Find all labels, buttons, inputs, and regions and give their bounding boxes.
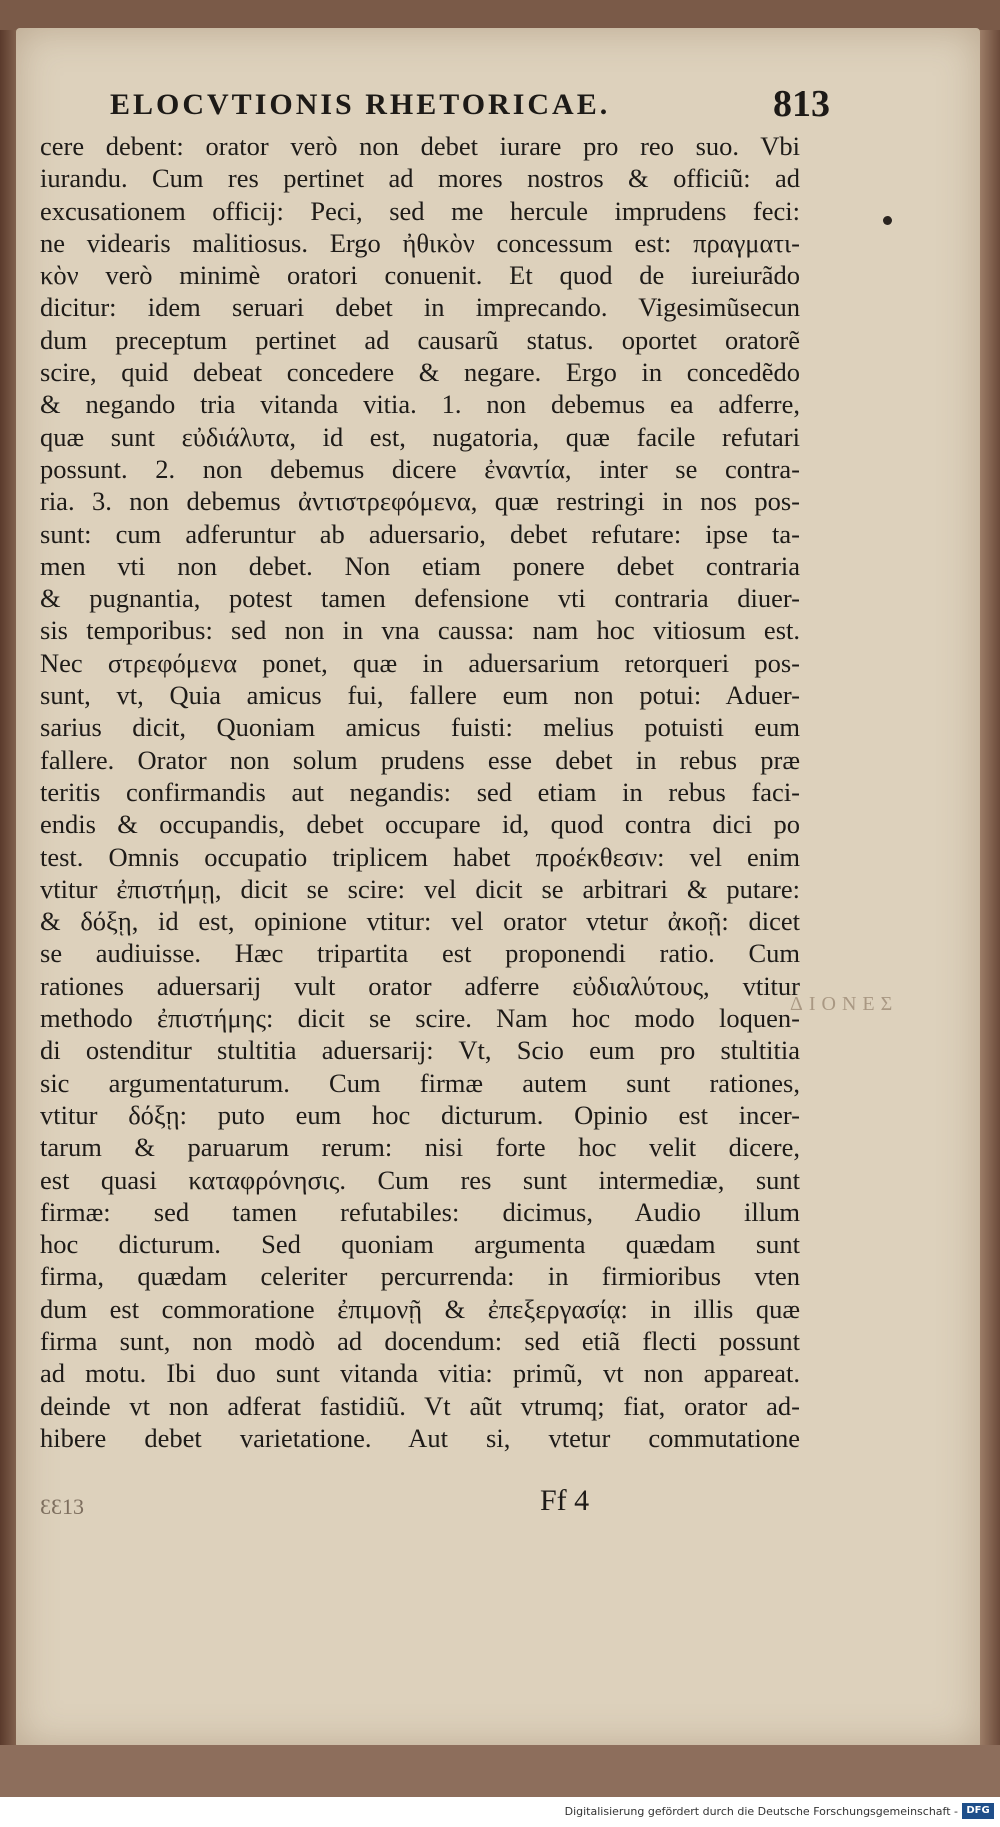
text-line: sic argumentaturum. Cum firmæ autem sunt rationes, [40, 1067, 800, 1098]
text-line: dicitur: idem seruari debet in imprecando. Vigesimũsecun [40, 292, 800, 323]
text-line: possunt. 2. non debemus dicere ἐναντία, inter se contra- [40, 453, 800, 484]
text-line: se audiuisse. Hæc tripartita est proponendi ratio. Cum [40, 938, 800, 969]
text-line: firma, quædam celeriter percurrenda: in firmioribus vten [40, 1261, 800, 1292]
text-line: excusationem officij: Peci, sed me hercule imprudens feci: [40, 195, 800, 226]
text-line: sarius dicit, Quoniam amicus fuisti: melius potuisti eum [40, 712, 800, 743]
text-line: vtitur δόξῃ: puto eum hoc dicturum. Opinio est incer- [40, 1099, 800, 1130]
bleed-through-text: ΔΙΟΝΕΣ [790, 993, 899, 1015]
text-line: quæ sunt εὐδιάλυτα, id est, nugatoria, quæ facile refutari [40, 421, 800, 452]
body-text [40, 130, 800, 1454]
credit-text: Digitalisierung gefördert durch die Deutsche Forschungsgemeinschaft - [564, 1805, 958, 1818]
dfg-logo: DFG [962, 1803, 994, 1819]
text-line: di ostenditur stultitia aduersarij: Vt, Scio eum pro stultitia [40, 1035, 800, 1066]
text-line: sunt: cum adferuntur ab aduersario, debet refutare: ipse ta- [40, 518, 800, 549]
left-margin-mark: ƐƐ13 [40, 1494, 85, 1519]
text-line: rationes aduersarij vult orator adferre εὐδιαλύτους, vtitur [40, 970, 800, 1001]
text-line: firma sunt, non modò ad docendum: sed etiã flecti possunt [40, 1325, 800, 1356]
page-number: 813 [773, 83, 830, 125]
signature-mark: Ff 4 [540, 1484, 590, 1517]
text-line: dum est commoratione ἐπιμονῇ & ἐπεξεργασίᾳ: in illis quæ [40, 1293, 800, 1324]
text-line: deinde vt non adferat fastidiũ. Vt aũt vtrumq; fiat, orator ad- [40, 1390, 800, 1421]
text-line: tarum & paruarum rerum: nisi forte hoc velit dicere, [40, 1132, 800, 1163]
text-line: sis temporibus: sed non in vna caussa: nam hoc vitiosum est. [40, 615, 800, 646]
running-head: ELOCVTIONIS RHETORICAE. [110, 88, 611, 121]
text-line: cere debent: orator verò non debet iurare pro reo suo. Vbi [40, 131, 800, 161]
text-line: ne videaris malitiosus. Ergo ἠθικὸν concessum est: πραγματι- [40, 227, 800, 258]
text-line: scire, quid debeat concedere & negare. Ergo in concedẽdo [40, 357, 800, 388]
text-line: men vti non debet. Non etiam ponere debet contraria [40, 550, 800, 581]
text-line: test. Omnis occupatio triplicem habet προέκθεσιν: vel enim [40, 841, 800, 872]
text-line: & δόξῃ, id est, opinione vtitur: vel orator vtetur ἀκοῇ: dicet [40, 906, 800, 937]
text-line: fallere. Orator non solum prudens esse debet in rebus præ [40, 744, 800, 775]
text-line: teritis confirmandis aut negandis: sed etiam in rebus faci- [40, 776, 800, 807]
bottom-edge [0, 1745, 1000, 1797]
text-line: κὸν verò minimè oratori conuenit. Et quod de iureiurãdo [40, 260, 800, 291]
page-header [70, 83, 970, 128]
text-line: sunt, vt, Quia amicus fui, fallere eum non potui: Aduer- [40, 680, 800, 711]
text-line: & negando tria vitanda vitia. 1. non debemus ea adferre, [40, 389, 800, 420]
credit-bar [0, 1797, 1000, 1827]
text-line: endis & occupandis, debet occupare id, quod contra dici po [40, 809, 800, 840]
text-line: hoc dicturum. Sed quoniam argumenta quædam sunt [40, 1229, 800, 1260]
text-line: methodo ἐπιστήμης: dicit se scire. Nam hoc modo loquen- [40, 1003, 800, 1034]
ink-spot [883, 216, 892, 225]
top-edge [0, 0, 1000, 30]
text-line: ria. 3. non debemus ἀντιστρεφόμενα, quæ restringi in nos pos- [40, 486, 800, 517]
text-line: dum preceptum pertinet ad causarũ status. oportet oratorẽ [40, 324, 800, 355]
text-line: Nec στρεφόμενα ponet, quæ in aduersarium retorqueri pos- [40, 647, 800, 678]
text-line: ad motu. Ibi duo sunt vitanda vitia: primũ, vt non appareat. [40, 1358, 800, 1389]
text-line: firmæ: sed tamen refutabiles: dicimus, Audio illum [40, 1196, 800, 1227]
text-line: est quasi καταφρόνησις. Cum res sunt intermediæ, sunt [40, 1164, 800, 1195]
text-line: & pugnantia, potest tamen defensione vti contraria diuer- [40, 583, 800, 614]
text-line: vtitur ἐπιστήμῃ, dicit se scire: vel dicit se arbitrari & putare: [40, 873, 800, 904]
text-line: iurandu. Cum res pertinet ad mores nostros & officiũ: ad [40, 163, 800, 194]
text-line: hibere debet varietatione. Aut si, vtetur commutatione [40, 1422, 800, 1453]
